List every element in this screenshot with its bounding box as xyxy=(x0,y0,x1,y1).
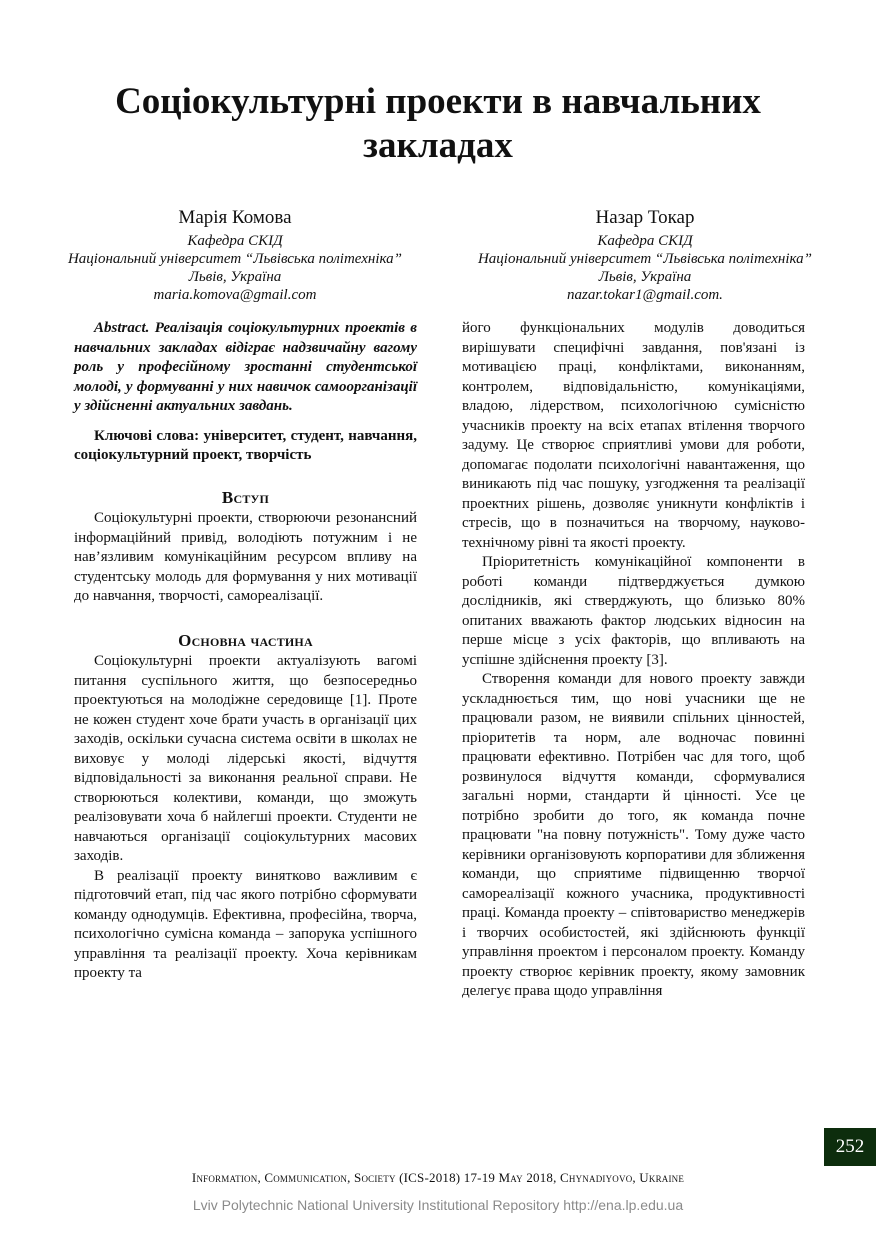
author-name: Марія Комова xyxy=(178,207,292,228)
page-number: 252 xyxy=(824,1128,876,1166)
paper-title: Соціокультурні проекти в навчальних закладах xyxy=(115,81,761,166)
author-department: Кафедра СКІД xyxy=(597,233,693,249)
author-university: Національний університет “Львівська політехніка” xyxy=(67,251,403,267)
author-block xyxy=(45,206,425,304)
right-paragraph-1: його функціональних модулів доводиться вирішувати специфічні завдання, пов'язані із мотивацією праці, конфліктами, виконанням, контролем, відповідальністю, комунікаціями, владою, лідерством, психологічною сумісністю учасників проекту на всіх етапах втілення творчого задуму. Це створює сприятливі умови для роботи, допомагає подолати психологічні навантаження, що виникають під час пошуку, узгодження та реалізації проектних рішень, дозволяє уникнути конфліктів і стресів, що в позначиться на творчому, науково-технічному рівні та якості проекту. xyxy=(462,320,805,551)
repository-footer: Lviv Polytechnic National University Institutional Repository http://ena.lp.edu.ua xyxy=(192,1197,684,1213)
author-department: Кафедра СКІД xyxy=(187,233,283,249)
author-name: Назар Токар xyxy=(595,207,695,228)
section-heading-intro: Вступ xyxy=(221,487,270,507)
section-heading-main: Основна частина xyxy=(178,630,313,650)
main-paragraph-2: В реалізації проекту винятково важливим є підготовчий етап, під час якого потрібно сформувати команду однодумців. Ефективна, професійна, творча, психологічно сумісна команда – запорука успішного управління та реалізації проекту. Хоча керівникам проекту та xyxy=(74,867,417,981)
right-paragraph-3: Створення команди для нового проекту завжди ускладнюється тим, що нові учасники ще не працювали разом, не виявили спільних цінностей, пріоритетів та норм, але водночас повинні працювати ефективно. Потрібен час для того, щоб розвинулося відчуття команди, сформувалися загальні норми, стандарти й цінності. Усе це потрібно зробити до того, як команда почне працювати "на повну потужність". Тому дуже часто керівники організовують корпоративи для зближення команди, що сприятиме підвищенню творчої самореалізації кожного учасника, продуктивності праці. Команда проекту – співтовариство менеджерів і творчих особистостей, які здійснюють функції управління проектом і персоналом проекту. Команду проекту створює керівник проекту, якому замовник делегує права щодо управління xyxy=(462,671,805,999)
keywords: Ключові слова: університет, студент, навчання, соціокультурний проект, творчість xyxy=(74,427,417,463)
right-paragraph-2: Пріоритетність комунікаційної компоненти в роботі команди підтверджується думкою дослідників, які стверджують, що близько 80% опитаних вважають фактор людських відносин на перше місце з усіх факторів, що впливають на успішне здійснення проекту [3]. xyxy=(462,554,805,668)
conference-footer: Information, Communication, Society (ICS-2018) 17-19 May 2018, Chynadiyovo, Ukraine xyxy=(191,1170,685,1185)
left-column xyxy=(74,319,417,984)
abstract: Abstract. Реалізація соціокультурних проектів в навчальних закладах відіграє надзвичайну вагому роль у професійному зростанні студентської молоді, у формуванні у них навичок самоорганізації у здійсненні актуальних завдань. xyxy=(74,320,417,414)
intro-paragraph: Соціокультурні проекти, створюючи резонансний інформаційний привід, володіють потужним і не нав’язливим комунікаційним ресурсом впливу на студентську молодь для формування у них мотивації до навчання, творчості, самореалізації. xyxy=(74,510,417,604)
author-email: maria.komova@gmail.com xyxy=(153,287,317,303)
right-column xyxy=(462,319,805,1002)
author-email: nazar.tokar1@gmail.com. xyxy=(567,287,723,303)
author-city: Львів, Україна xyxy=(598,269,692,285)
author-block xyxy=(455,206,835,304)
author-university: Національний університет “Львівська політехніка” xyxy=(477,251,813,267)
main-paragraph-1: Соціокультурні проекти актуалізують вагомі питання суспільного життя, що безпосередньо проектуються на молодіжне середовище [1]. Проте не кожен студент хоче брати участь в організації цих заходів, оскільки сучасна система освіти в школах не виховує у молоді лідерські якості, відчуття відповідальності за виконання реальної справи. Не створюються колективи, команди, що зможуть реалізовувати хоча б найлегші проекти. Студенти не навчаються організації соціокультурних масових заходів. xyxy=(74,653,417,864)
author-city: Львів, Україна xyxy=(188,269,282,285)
